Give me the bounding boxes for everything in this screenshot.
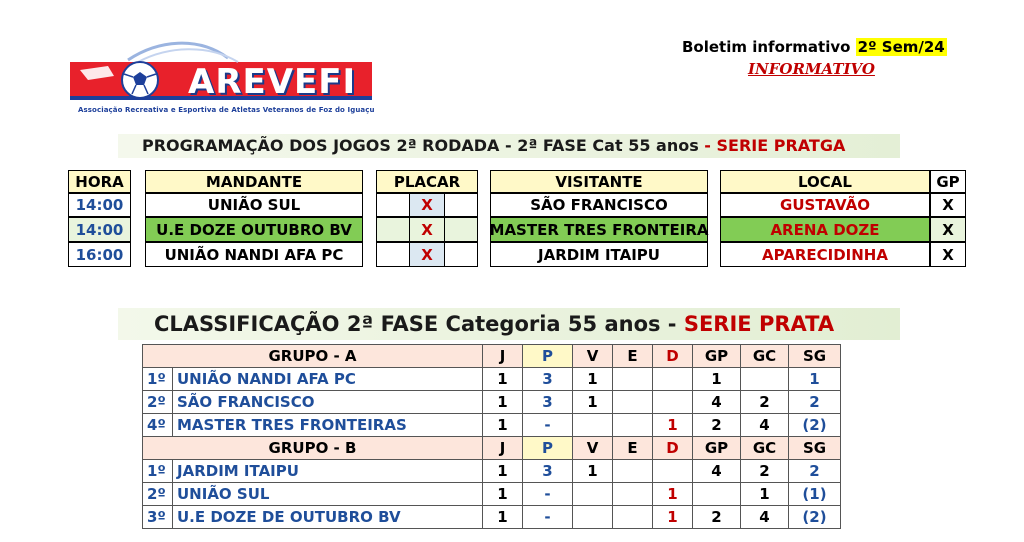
home-team: U.E DOZE OUTUBRO BV [145, 217, 363, 242]
goals-for: 4 [693, 391, 741, 414]
goal-difference: (2) [789, 414, 841, 437]
col-j: J [483, 345, 523, 368]
group-header-row [143, 345, 841, 368]
goals-for: 1 [693, 368, 741, 391]
score-away [444, 242, 478, 267]
draws [613, 460, 653, 483]
group-name: GRUPO - B [143, 437, 483, 460]
header-visitante: VISITANTE [490, 170, 708, 193]
losses [653, 460, 693, 483]
standings-row [143, 368, 841, 391]
away-team: MASTER TRES FRONTEIRA [490, 217, 708, 242]
losses [653, 391, 693, 414]
game-time: 14:00 [68, 193, 131, 217]
arevefi-logo [68, 40, 388, 120]
col-sg: SG [789, 437, 841, 460]
classification-title [118, 308, 900, 340]
col-d: D [653, 437, 693, 460]
goals-against [741, 368, 789, 391]
points: 3 [523, 391, 573, 414]
score-home [376, 193, 410, 217]
position: 1º [143, 368, 173, 391]
wins [573, 414, 613, 437]
team-name: JARDIM ITAIPU [173, 460, 483, 483]
score-separator: X [409, 217, 445, 242]
logo-wordmark: AREVEFI [188, 62, 357, 102]
team-name: UNIÃO SUL [173, 483, 483, 506]
standings-row [143, 460, 841, 483]
program-title-series: - SERIE PRATGA [698, 136, 846, 155]
draws [613, 368, 653, 391]
logo-subtitle: Associação Recreativa e Esportiva de Atletas Veteranos de Foz do Iguaçu [78, 106, 375, 114]
points: - [523, 506, 573, 529]
goals-for: 2 [693, 506, 741, 529]
team-name: SÃO FRANCISCO [173, 391, 483, 414]
header-placar: PLACAR [376, 170, 478, 193]
standings-row [143, 414, 841, 437]
draws [613, 506, 653, 529]
score-home [376, 217, 410, 242]
col-v: V [573, 437, 613, 460]
wins: 1 [573, 368, 613, 391]
group-header-row [143, 437, 841, 460]
team-name: MASTER TRES FRONTEIRAS [173, 414, 483, 437]
venue: GUSTAVÃO [720, 193, 930, 217]
game-time: 14:00 [68, 217, 131, 242]
goals-against: 4 [741, 414, 789, 437]
position: 2º [143, 483, 173, 506]
home-team: UNIÃO NANDI AFA PC [145, 242, 363, 267]
games: 1 [483, 391, 523, 414]
gp-mark: X [930, 217, 966, 242]
standings-row [143, 391, 841, 414]
program-title [118, 134, 900, 158]
wins [573, 506, 613, 529]
position: 3º [143, 506, 173, 529]
losses [653, 368, 693, 391]
games: 1 [483, 414, 523, 437]
draws [613, 414, 653, 437]
position: 2º [143, 391, 173, 414]
col-gc: GC [741, 437, 789, 460]
score-home [376, 242, 410, 267]
col-p: P [523, 437, 573, 460]
gp-mark: X [930, 242, 966, 267]
away-team: SÃO FRANCISCO [490, 193, 708, 217]
goals-for: 4 [693, 460, 741, 483]
losses: 1 [653, 483, 693, 506]
wins [573, 483, 613, 506]
program-title-text: PROGRAMAÇÃO DOS JOGOS 2ª RODADA - 2ª FASE Cat 55 anos [142, 136, 699, 155]
venue: ARENA DOZE [720, 217, 930, 242]
standings-row [143, 483, 841, 506]
bulletin-label: Boletim informativo [682, 38, 851, 56]
col-sg: SG [789, 345, 841, 368]
col-p: P [523, 345, 573, 368]
position: 4º [143, 414, 173, 437]
goals-against: 1 [741, 483, 789, 506]
col-v: V [573, 345, 613, 368]
score-separator: X [409, 242, 445, 267]
team-name: UNIÃO NANDI AFA PC [173, 368, 483, 391]
goals-against: 2 [741, 460, 789, 483]
wins: 1 [573, 460, 613, 483]
group-name: GRUPO - A [143, 345, 483, 368]
header-mandante: MANDANTE [145, 170, 363, 193]
col-e: E [613, 437, 653, 460]
informativo-subheading: INFORMATIVO [748, 60, 875, 78]
position: 1º [143, 460, 173, 483]
games: 1 [483, 368, 523, 391]
game-time: 16:00 [68, 242, 131, 267]
classification-title-text: CLASSIFICAÇÃO 2ª FASE Categoria 55 anos - [154, 312, 677, 336]
losses: 1 [653, 506, 693, 529]
points: - [523, 414, 573, 437]
goals-against: 4 [741, 506, 789, 529]
classification-title-series: SERIE PRATA [676, 312, 835, 336]
semester-badge: 2º Sem/24 [857, 38, 945, 56]
venue: APARECIDINHA [720, 242, 930, 267]
header-gp: GP [930, 170, 966, 193]
draws [613, 391, 653, 414]
header-hora: HORA [68, 170, 131, 193]
col-e: E [613, 345, 653, 368]
standings-table [142, 344, 841, 529]
team-name: U.E DOZE DE OUTUBRO BV [173, 506, 483, 529]
score-away [444, 193, 478, 217]
goals-for [693, 483, 741, 506]
losses: 1 [653, 414, 693, 437]
standings-row [143, 506, 841, 529]
away-team: JARDIM ITAIPU [490, 242, 708, 267]
col-gc: GC [741, 345, 789, 368]
goal-difference: (2) [789, 506, 841, 529]
bulletin-heading [682, 38, 947, 56]
goal-difference: 2 [789, 391, 841, 414]
wins: 1 [573, 391, 613, 414]
goal-difference: 2 [789, 460, 841, 483]
games: 1 [483, 483, 523, 506]
col-j: J [483, 437, 523, 460]
points: 3 [523, 460, 573, 483]
goal-difference: 1 [789, 368, 841, 391]
header-local: LOCAL [720, 170, 930, 193]
col-gp: GP [693, 437, 741, 460]
col-d: D [653, 345, 693, 368]
points: - [523, 483, 573, 506]
games: 1 [483, 460, 523, 483]
goals-against: 2 [741, 391, 789, 414]
goals-for: 2 [693, 414, 741, 437]
home-team: UNIÃO SUL [145, 193, 363, 217]
draws [613, 483, 653, 506]
gp-mark: X [930, 193, 966, 217]
score-away [444, 217, 478, 242]
score-separator: X [409, 193, 445, 217]
points: 3 [523, 368, 573, 391]
goal-difference: (1) [789, 483, 841, 506]
col-gp: GP [693, 345, 741, 368]
games: 1 [483, 506, 523, 529]
